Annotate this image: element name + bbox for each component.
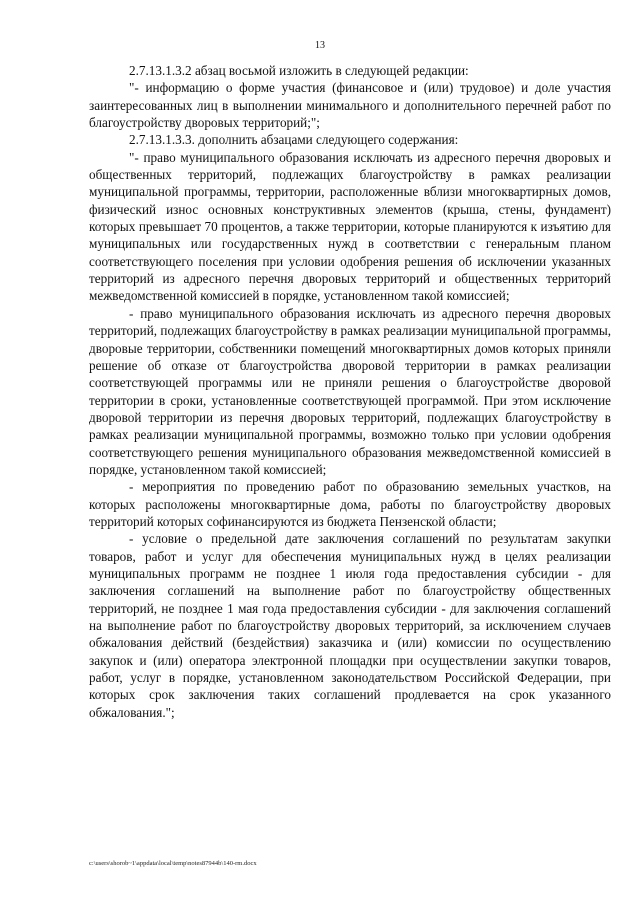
paragraph-participation-form: "- информацию о форме участия (финансовое и (или) трудовое) и доле участия заинтересованных лиц в выполнении минимального и дополнительного перечней работ по благоустройству дворовых территорий;"; xyxy=(89,80,611,131)
paragraph-exclude-territories: "- право муниципального образования исключать из адресного перечня дворовых и общественных территорий, подлежащих благоустройству в рамках реализации муниципальной программы, территории, расположенные вблизи многоквартирных домов, физический износ основных конструктивных элементов (крыша, стены, фундамент) которых превышает 70 процентов, а также территории, которые планируются к изъятию для муниципальных или государственных нужд в соответствии с генеральным планом соответствующего поселения при условии одобрения решения об исключении указанных территорий из адресного перечня дворовых территорий и общественных территорий межведомственной комиссией в порядке, установленном такой комиссией; xyxy=(89,149,611,304)
paragraph-agreement-deadline: - условие о предельной дате заключения соглашений по результатам закупки товаров, работ и услуг для обеспечения муниципальных нужд в целях реализации муниципальных программ не позднее 1 июля года предоставления субсидии - для заключения соглашений на выполнение работ по благоустройству общественных территорий, не позднее 1 мая года предоставления субсидии - для заключения соглашений на выполнение работ по благоустройству дворовых территорий, за исключением случаев обжалования действий (бездействия) заказчика и (или) комиссии по осуществлению закупок и (или) оператора электронной площадки при осуществлении закупки товаров, работ, услуг в порядке, установленном законодательством Российской Федерации, при которых срок заключения таких соглашений продлевается на срок указанного обжалования."; xyxy=(89,531,611,720)
paragraph-land-plots: - мероприятия по проведению работ по образованию земельных участков, на которых расположены многоквартирные дома, работы по благоустройству дворовых территорий которых софинансируются из бюджета Пензенской области; xyxy=(89,479,611,529)
footer-file-path: c:\users\shorob~1\appdata\local\temp\notes87944b\140-rm.docx xyxy=(89,860,257,867)
paragraph-2-7-13-1-3-3: 2.7.13.1.3.3. дополнить абзацами следующего содержания: xyxy=(129,132,459,148)
document-body xyxy=(89,62,611,721)
paragraph-2-7-13-1-3-2: 2.7.13.1.3.2 абзац восьмой изложить в следующей редакции: xyxy=(129,63,469,78)
paragraph-exclude-yard-territories: - право муниципального образования исключать из адресного перечня дворовых территорий, подлежащих благоустройству в рамках реализации муниципальной программы, дворовые территории, собственники помещений многоквартирных домов которых приняли решение об отказе от благоустройства дворовой территории в рамках реализации соответствующей программы или не приняли решения о благоустройстве дворовой территории в сроки, установленные соответствующей программой. При этом исключение дворовой территории из перечня дворовых территорий, подлежащих благоустройству в рамках реализации муниципальной программы, возможно только при условии одобрения соответствующего решения муниципального образования межведомственной комиссией в порядке, установленном такой комиссией; xyxy=(89,305,611,477)
page-number: 13 xyxy=(315,40,325,51)
